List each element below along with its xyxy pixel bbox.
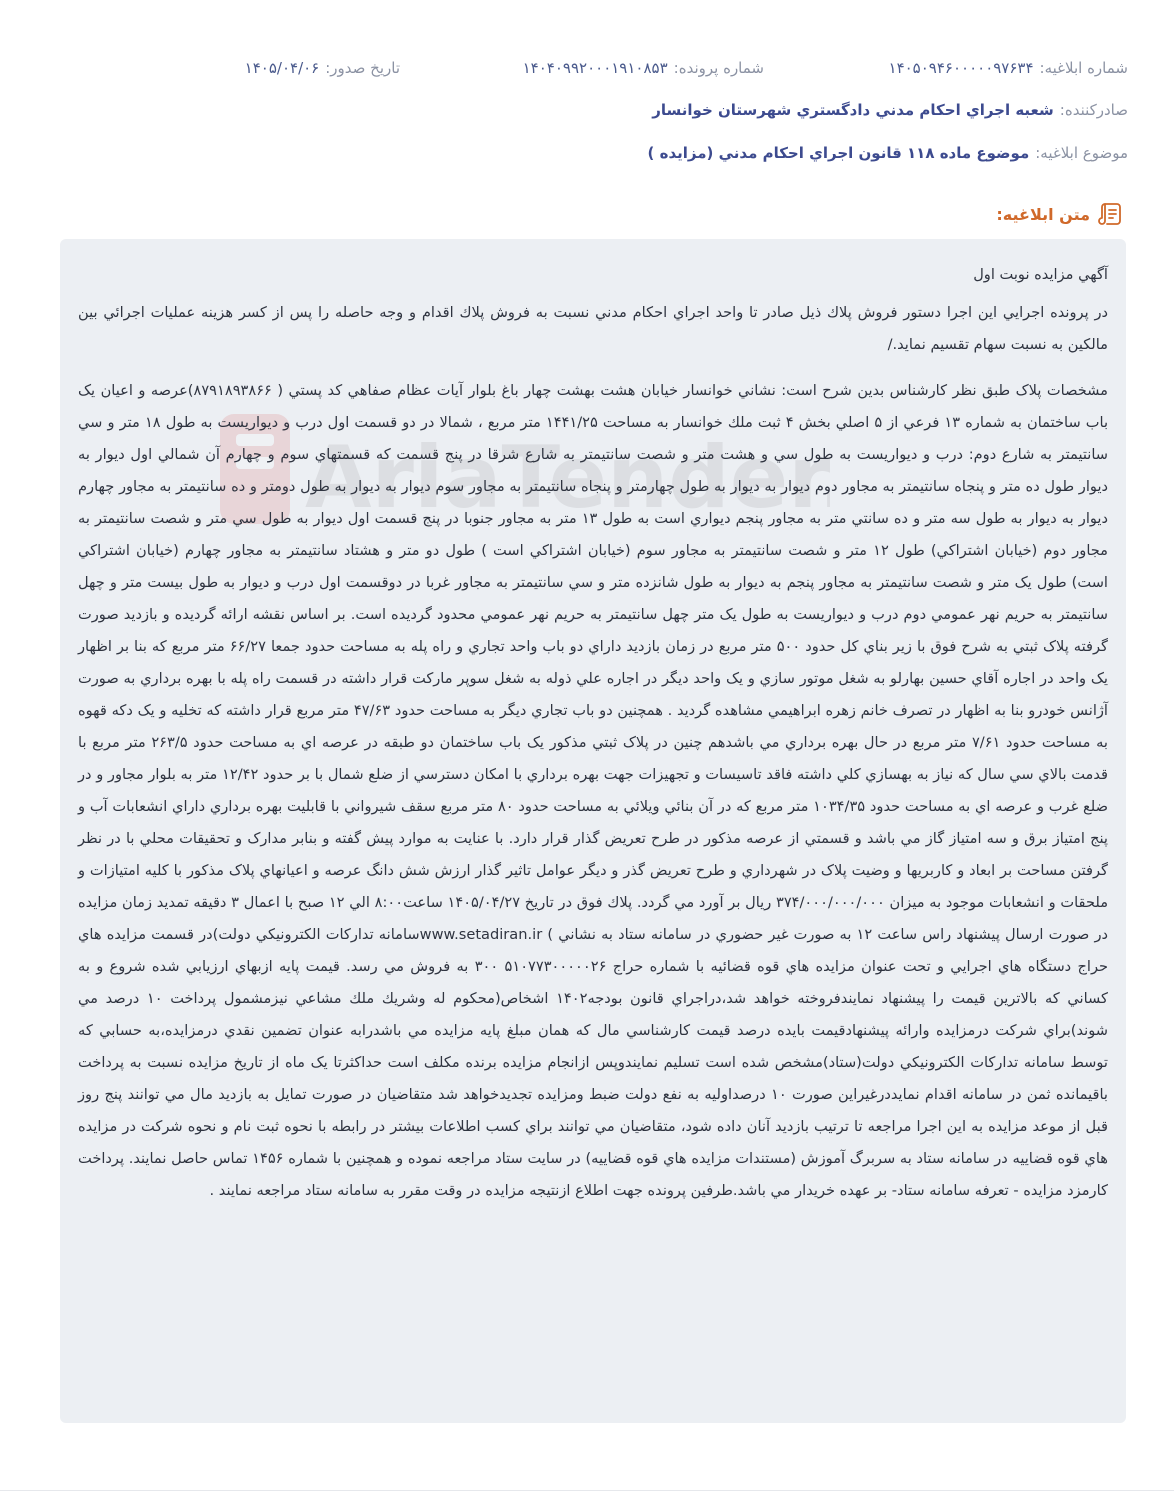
page-bottom-divider bbox=[0, 1490, 1174, 1491]
document-list-icon bbox=[1098, 201, 1124, 227]
issue-date bbox=[245, 58, 400, 78]
notice-text-heading bbox=[996, 201, 1124, 227]
issue-date-label: تاریخ صدور: bbox=[325, 59, 400, 77]
notice-number-label: شماره ابلاغیه: bbox=[1039, 59, 1128, 77]
watermark-text: AriaTender bbox=[305, 428, 819, 528]
issuer-value: شعبه اجراي احكام مدني دادگستري شهرستان خوانسار bbox=[652, 101, 1054, 119]
issue-date-value: ۱۴۰۵/۰۴/۰۶ bbox=[244, 59, 320, 77]
notice-text-heading-label: متن ابلاغیه: bbox=[996, 204, 1090, 224]
issuer-label: صادرکننده: bbox=[1059, 101, 1128, 119]
issuer-row bbox=[40, 100, 1128, 120]
case-number-value: ۱۴۰۴۰۹۹۲۰۰۰۱۹۱۰۸۵۳ bbox=[522, 59, 668, 77]
notice-number bbox=[889, 58, 1128, 78]
notice-paragraph-1: در پرونده اجرايي اين اجرا دستور فروش پلاك ذيل صادر تا واحد اجراي احكام مدني نسبت به فروش پلاك اقدام و وجه حاصله را پس از كسر هزينه عمليات اجرائي بين مالكين به نسبت سهام تقسيم نمايد./ bbox=[78, 304, 1108, 353]
case-number-label: شماره پرونده: bbox=[673, 59, 764, 77]
notice-body bbox=[60, 239, 1126, 1423]
notice-paragraph-2: مشخصات پلاک طبق نظر کارشناس بدین شرح است: نشاني خوانسار خيابان هشت بهشت چهار باغ بلوار آيات عظام صفاهي كد پستي ( ۸۷۹۱۸۹۳۸۶۶)عرصه و اعيان يک باب ساختمان به شماره ۱۳ فرعي از ۵ اصلي بخش ۴ ثبت ملك خوانسار به مساحت ۱۴۴۱/۲۵ متر مربع ، شمالا در دو قسمت اول درب و ديواريست به طول ۱۸ متر و سي سانتيمتر به شارع دوم: درب و ديواريست به طول سي و هشت متر و شصت سانتيمتر به شارع شرقا در پنج قسمت كه قسمتهاي سوم و چهارم آن شمالي اول ديوار به ديوار طول ده متر و پنجاه سانتيمتر به مجاور دوم ديوار به ديوار به طول چهارمتر و پنجاه سانتيمتر به مجاور سوم ديوار به ديوار به طول دومتر و ده سانتيمتر به مجاور چهارم ديوار به ديوار به طول سه متر و ده سانتي متر به مجاور پنجم ديواري است به طول ۱۳ متر به مجاور جنوبا در پنج قسمت اول ديوار به طول سي متر و شصت سانتيمتر به مجاور دوم (خيابان اشتراكي) طول ۱۲ متر و شصت سانتيمتر به مجاور سوم (خيابان اشتراكي است ) طول دو متر و هشتاد سانتيمتر به مجاور چهارم (خيابان اشتراكي است) طول يک متر و شصت سانتيمتر به مجاور پنجم به ديوار به طول شانزده متر و سي سانتيمتر به مجاور غربا در دوقسمت اول درب و ديوار به طول بيست متر و چهل سانتيمتر به حريم نهر عمومي دوم درب و ديواريست به طول يک متر چهل سانتيمتر به حريم نهر عمومي محدود گرديده است. بر اساس نقشه ارائه گرديده و بازديد صورت گرفته پلاک ثبتي به شرح فوق با زير بناي کل حدود ۵۰۰ متر مربع در زمان بازديد داراي دو باب واحد تجاري و راه پله به مساحت حدود جمعا ۶۶/۲۷ متر مربع که بنا بر اظهار يک واحد در اجاره آقاي حسين بهارلو به شغل موتور سازي و يک واحد ديگر در اجاره علي ذوله به شغل سوپر مارکت قرار داشته در قسمت راه پله با بهره برداري به صورت آژانس خودرو بنا به اظهار در تصرف خانم زهره ابراهيمي مشاهده گرديد . همچنين دو باب تجاري ديگر به مساحت حدود ۴۷/۶۳ متر مربع قرار داشته که تخليه و يک دکه قهوه به مساحت حدود ۷/۶۱ متر مربع در حال بهره برداري مي باشدهم چنين در پلاک ثبتي مذكور يک باب ساختمان دو طبقه در عرصه اي به مساحت حدود ۲۶۳/۵ متر مربع با قدمت بالاي سي سال كه نياز به بهسازي كلي داشته فاقد تاسيسات و تجهيزات جهت بهره برداري با امكان دسترسي از ضلع شمال با بر حدود ۱۲/۴۲ متر به بلوار مجاور و در ضلع غرب و عرصه اي به مساحت حدود ۱۰۳۴/۳۵ متر مربع که در آن بنائي ويلائي به مساحت حدود ۸۰ متر مربع سقف شيرواني با قابليت بهره برداري داراي انشعابات آب و پنج امتياز برق و سه امتياز گاز مي باشد و قسمتي از عرصه مذكور در طرح تعريض گذار قرار دارد. با عنايت به موارد پيش گفته و بنابر مدارک و تحقيقات محلي با در نظر گرفتن مساحت بر ابعاد و کاربريها و وضيت پلاک در شهرداري و طرح تعريض گذر و ديگر عوامل تاثير گذار ارزش شش دانگ عرصه و اعيانهاي پلاک مذکور با كليه امتيازات و ملحقات و انشعابات موجود به ميزان ۳۷۴/۰۰۰/۰۰۰/۰۰۰ ريال بر آورد مي گردد. پلاك فوق در تاريخ ۱۴۰۵/۰۴/۲۷ ساعت۸:۰۰ الي ۱۲ صبح با اعمال ۳ دقيقه تمديد زمان مزايده در صورت ارسال پيشنهاد راس ساعت ۱۲ به صورت غير حضوري در سامانه ستاد به نشاني ) www.setadiran.irسامانه تداركات الكترونيكي دولت)در قسمت مزايده هاي حراج دستگاه هاي اجرايي و تحت عنوان مزايده هاي قوه قضائيه با شماره حراج ۵۱۰۷۷۳۰۰۰۰۰۲۶ ۳۰۰ به فروش مي رسد. قيمت پايه ازبهاي ارزيابي شده شروع و به كساني كه بالاترين قيمت را پيشنهاد نمايندفروخته خواهد شد،دراجراي قانون بودجه۱۴۰۲ اشخاص(محكوم له وشريك ملك مشاعي نيزمشمول پرداخت ۱۰ درصد مي شوند)براي شركت درمزايده وارائه پيشنهادقيمت بايده درصد قيمت كارشناسي مال كه همان مبلغ پايه مزايده مي باشدرابه عنوان تضمين نقدي درمزايده،به حسابي كه توسط سامانه تداركات الكترونيكي دولت(ستاد)مشخص شده است تسليم نمايندوپس ازانجام مزايده برنده مكلف است حداكثرتا يک ماه از تاريخ مزايده نسبت به پرداخت باقيمانده ثمن در سامانه اقدام نمايددرغيراين صورت ۱۰ درصداوليه به نفع دولت ضبط ومزايده تجديدخواهد شد متقاضيان در صورت تمايل به بازديد مال مي توانند پنج روز قبل از موعد مزايده به اين اجرا مراجعه تا ترتيب بازديد آنان داده شود، متقاضيان مي توانند براي كسب اطلاعات بيشتر در رابطه با نحوه ثبت نام و نحوه شركت در مزايده هاي قوه قضاييه در سامانه ستاد به سربرگ آموزش (مستندات مزايده هاي قوه قضاييه) در سايت ستاد مراجعه نموده و همچنين با شماره ۱۴۵۶ تماس حاصل نمايند. پرداخت كارمزد مزايده - تعرفه سامانه ستاد- بر عهده خريدار مي باشد.طرفين پرونده جهت اطلاع ازنتيجه مزايده در وقت مقرر به سامانه ستاد مراجعه نمايند . bbox=[78, 382, 1109, 1199]
case-number bbox=[523, 58, 764, 78]
notice-number-value: ۱۴۰۵۰۹۴۶۰۰۰۰۰۹۷۶۳۴ bbox=[888, 59, 1034, 77]
subject-row bbox=[40, 143, 1128, 163]
subject-value: موضوع ماده ۱۱۸ قانون اجراي احكام مدني (مزايده ) bbox=[647, 144, 1030, 162]
notice-title: آگهي مزايده نوبت اول bbox=[973, 266, 1108, 283]
header-meta-row bbox=[40, 58, 1128, 78]
subject-label: موضوع ابلاغیه: bbox=[1035, 144, 1128, 162]
